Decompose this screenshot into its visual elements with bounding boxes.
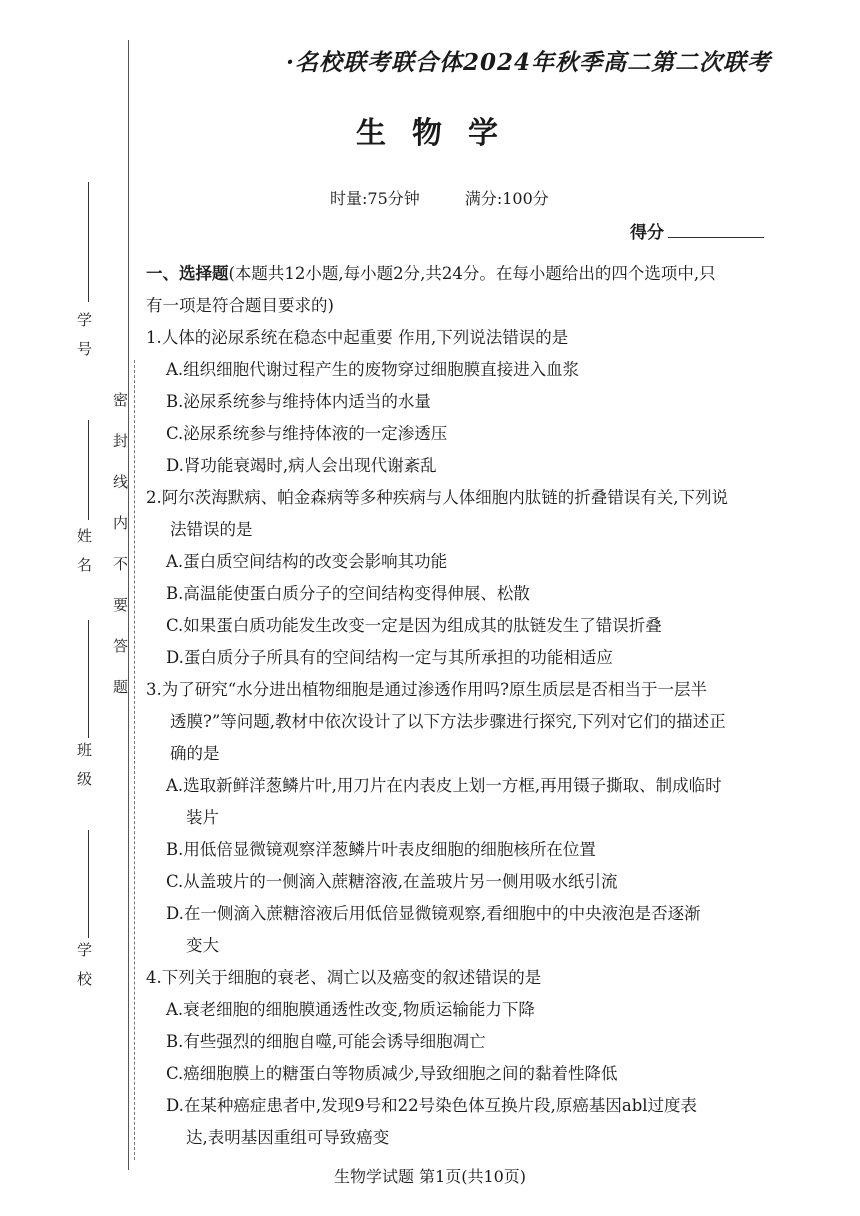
option-d: D.在一侧滴入蔗糖溶液后用低倍显微镜观察,看细胞中的中央液泡是否逐渐: [166, 904, 701, 923]
score-label: 得分: [630, 223, 664, 243]
class-blank: [88, 620, 89, 738]
student-id-blank: [88, 182, 89, 302]
exam-title: ·名校联考联合体2024年秋季高二第二次联考: [286, 49, 772, 76]
school-label: 学校: [75, 942, 93, 1000]
question-stem-line: 2.阿尔茨海默病、帕金森病等多种疾病与人体细胞内肽链的折叠错误有关,下列说: [146, 488, 728, 507]
question-3: [146, 674, 796, 962]
section-instruction-line-1: (本题共12小题,每小题2分,共24分。在每小题给出的四个选项中,只: [228, 264, 716, 283]
option-b: B.泌尿系统参与维持体内适当的水量: [166, 392, 431, 411]
option-d: D.蛋白质分子所具有的空间结构一定与其所承担的功能相适应: [166, 648, 613, 667]
seal-dashed-line: [134, 360, 135, 1160]
question-stem-line: 透膜?”等问题,教材中依次设计了以下方法步骤进行探究,下列对它们的描述正: [170, 712, 726, 731]
subject-title: 生物学: [356, 116, 524, 151]
question-stem-line: 3.为了研究“水分进出植物细胞是通过渗透作用吗?原生质层是否相当于一层半: [146, 680, 708, 699]
question-content: [146, 258, 796, 1154]
option-a: A.组织细胞代谢过程产生的废物穿过细胞膜直接进入血浆: [166, 360, 580, 379]
question-2: [146, 482, 796, 674]
option-a-continued: 装片: [186, 808, 219, 827]
school-blank: [88, 830, 89, 938]
question-1: [146, 322, 796, 482]
section-instruction-line-2: 有一项是符合题目要求的): [146, 296, 334, 315]
question-4: [146, 962, 796, 1154]
option-d-continued: 变大: [186, 936, 219, 955]
option-a: A.选取新鲜洋葱鳞片叶,用刀片在内表皮上划一方框,再用镊子撕取、制成临时: [166, 776, 722, 795]
page-footer: 生物学试题 第1页(共10页): [333, 1167, 527, 1186]
option-b: B.高温能使蛋白质分子的空间结构变得伸展、松散: [166, 584, 530, 603]
seal-warning-text: 密封线内不要答题: [111, 392, 129, 720]
option-b: B.有些强烈的细胞自噬,可能会诱导细胞凋亡: [166, 1032, 486, 1051]
time-limit: 时量:75分钟: [330, 189, 420, 208]
question-stem-line: 4.下列关于细胞的衰老、凋亡以及癌变的叙述错误的是: [146, 968, 542, 987]
option-d-continued: 达,表明基因重组可导致癌变: [186, 1128, 390, 1147]
exam-meta: [330, 186, 589, 209]
option-a: A.衰老细胞的细胞膜通透性改变,物质运输能力下降: [166, 1000, 535, 1019]
section-heading: [146, 258, 796, 290]
question-stem-line: 法错误的是: [170, 520, 253, 539]
section-title: 一、选择题: [146, 264, 229, 283]
option-c: C.如果蛋白质功能发生改变一定是因为组成其的肽链发生了错误折叠: [166, 616, 662, 635]
option-c: C.从盖玻片的一侧滴入蔗糖溶液,在盖玻片另一侧用吸水纸引流: [166, 872, 618, 891]
student-id-label: 学号: [75, 312, 93, 370]
name-label: 姓名: [75, 528, 93, 586]
question-stem-line: 确的是: [170, 744, 220, 763]
score-field: [630, 218, 764, 243]
question-list: [146, 322, 796, 1154]
class-label: 班级: [75, 742, 93, 800]
score-blank: [668, 223, 764, 238]
question-stem-line: 1.人体的泌尿系统在稳态中起重要 作用,下列说法错误的是: [146, 328, 569, 347]
option-c: C.癌细胞膜上的糖蛋白等物质减少,导致细胞之间的黏着性降低: [166, 1064, 618, 1083]
option-d: D.肾功能衰竭时,病人会出现代谢紊乱: [166, 456, 437, 475]
option-d: D.在某种癌症患者中,发现9号和22号染色体互换片段,原癌基因abl过度表: [166, 1096, 698, 1115]
name-blank: [88, 420, 89, 520]
option-b: B.用低倍显微镜观察洋葱鳞片叶表皮细胞的细胞核所在位置: [166, 840, 596, 859]
option-a: A.蛋白质空间结构的改变会影响其功能: [166, 552, 448, 571]
option-c: C.泌尿系统参与维持体液的一定渗透压: [166, 424, 448, 443]
full-score: 满分:100分: [464, 189, 549, 208]
